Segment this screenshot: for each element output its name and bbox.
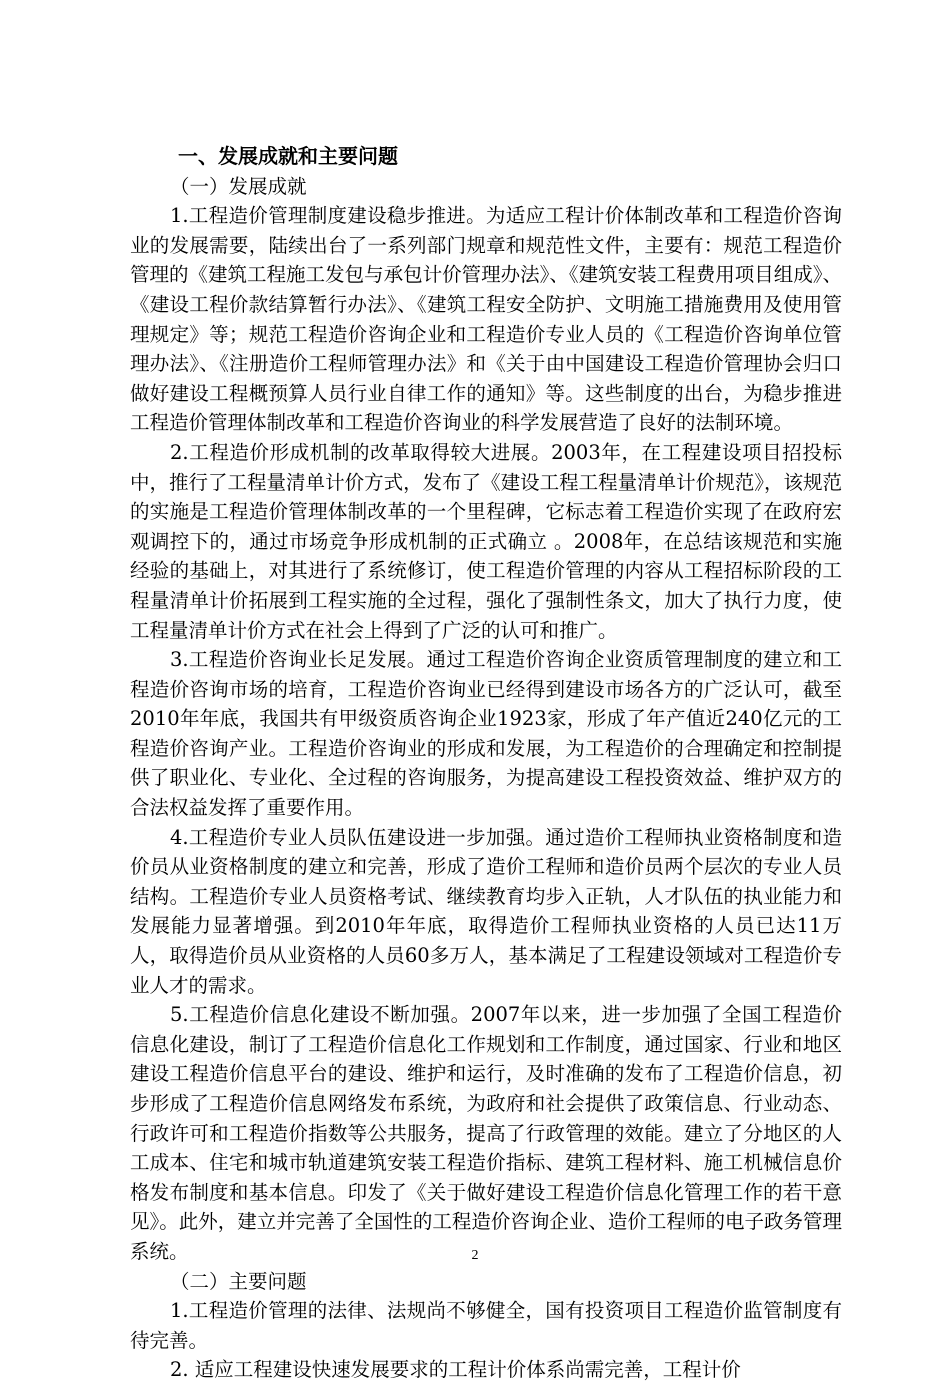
page-number: 2 <box>471 1248 479 1263</box>
paragraph-problem-1: 1.工程造价管理的法律、法规尚不够健全，国有投资项目工程造价监管制度有待完善。 <box>130 1299 842 1352</box>
subsection-title-problems: （二）主要问题 <box>170 1269 307 1293</box>
paragraph-professional-staff: 4.工程造价专业人员队伍建设进一步加强。通过造价工程师执业资格制度和造价员从业资格制度的建立和完善，形成了造价工程师和造价员两个层次的专业人员结构。工程造价专业人员资格考试、继续教育均步入正轨，人才队伍的执业能力和发展能力显著增强。到2010年年底，取得造价工程师执业资格的人员已达11万人，取得造价员从业资格的人员60多万人，基本满足了工程建设领域对工程造价专业人才的需求。 <box>130 825 842 997</box>
subsection-title-achievements: （一）发展成就 <box>170 174 307 198</box>
paragraph-problem-2: 2. 适应工程建设快速发展要求的工程计价体系尚需完善，工程计价 <box>170 1358 741 1382</box>
paragraph-regulation: 1.工程造价管理制度建设稳步推进。为适应工程计价体制改革和工程造价咨询业的发展需要，陆续出台了一系列部门规章和规范性文件，主要有：规范工程造价管理的《建筑工程施工发包与承包计价管理办法》、《建筑安装工程费用项目组成》、《建设工程价款结算暂行办法》、《建筑工程安全防护、文明施工措施费用及使用管理规定》等；规范工程造价咨询企业和工程造价专业人员的《工程造价咨询单位管理办法》、《注册造价工程师管理办法》和《关于由中国建设工程造价管理协会归口做好建设工程概预算人员行业自律工作的通知》等。这些制度的出台，为稳步推进工程造价管理体制改革和工程造价咨询业的科学发展营造了良好的法制环境。 <box>130 204 842 435</box>
paragraph-pricing-mechanism: 2.工程造价形成机制的改革取得较大进展。2003年，在工程建设项目招投标中，推行了工程量清单计价方式，发布了《建设工程工程量清单计价规范》，该规范的实施是工程造价管理体制改革的一个里程碑，它标志着工程造价实现了在政府宏观调控下的，通过市场竞争形成机制的正式确立 。2008年，在总结该规范和实施经验的基础上，对其进行了系统修订，使工程造价管理的内容从工程招标阶段的工程量清单计价拓展到工程实施的全过程，强化了强制性条文，加大了执行力度，使工程量清单计价方式在社会上得到了广泛的认可和推广。 <box>130 440 842 642</box>
document-body <box>130 142 842 1385</box>
section-heading: 一、发展成就和主要问题 <box>178 144 398 168</box>
paragraph-informatization: 5.工程造价信息化建设不断加强。2007年以来，进一步加强了全国工程造价信息化建设，制订了工程造价信息化工作规划和工作制度，通过国家、行业和地区建设工程造价信息平台的建设、维护和运行，及时准确的发布了工程造价信息，初步形成了工程造价信息网络发布系统，为政府和社会提供了政策信息、行业动态、行政许可和工程造价指数等公共服务，提高了行政管理的效能。建立了分地区的人工成本、住宅和城市轨道建筑安装工程造价指标、建筑工程材料、施工机械信息价格发布制度和基本信息。印发了《关于做好建设工程造价信息化管理工作的若干意见》。此外，建立并完善了全国性的工程造价咨询企业、造价工程师的电子政务管理系统。 <box>130 1003 842 1263</box>
paragraph-consulting-industry: 3.工程造价咨询业长足发展。通过工程造价咨询企业资质管理制度的建立和工程造价咨询市场的培育，工程造价咨询业已经得到建设市场各方的广泛认可，截至2010年年底，我国共有甲级资质咨询企业1923家，形成了年产值近240亿元的工程造价咨询产业。工程造价咨询业的形成和发展，为工程造价的合理确定和控制提供了职业化、专业化、全过程的咨询服务，为提高建设工程投资效益、维护双方的合法权益发挥了重要作用。 <box>130 648 842 820</box>
